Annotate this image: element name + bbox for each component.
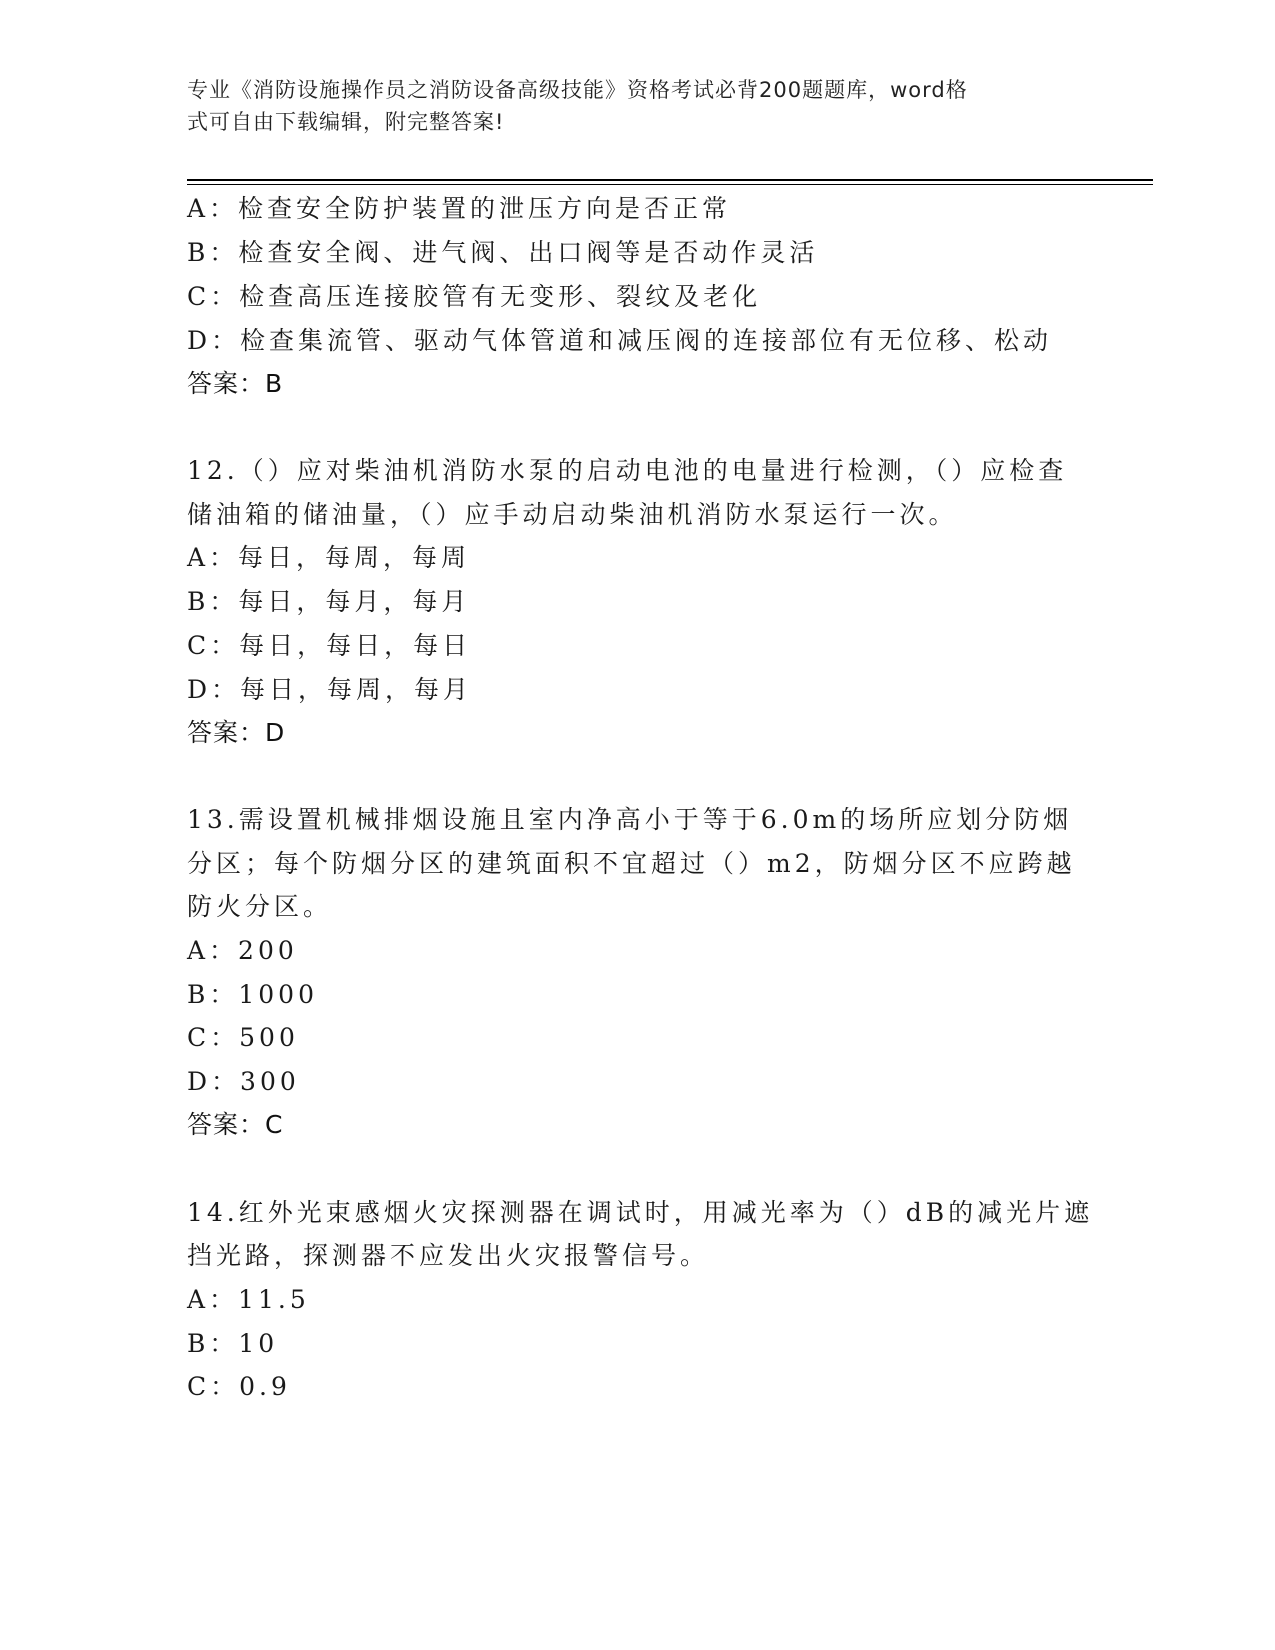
q12-option-a: A：每日，每周，每周	[187, 543, 471, 572]
q14-stem-line-1: 14.红外光束感烟火灾探测器在调试时，用减光率为（）dB的减光片遮	[187, 1198, 1094, 1227]
q13-stem-line-2: 分区；每个防烟分区的建筑面积不宜超过（）m2，防烟分区不应跨越	[187, 849, 1076, 878]
q12-answer: 答案：D	[187, 718, 286, 747]
q13-answer: 答案：C	[187, 1110, 284, 1139]
header-line-2: 式可自由下载编辑，附完整答案!	[187, 110, 505, 134]
q12-option-b: B：每日，每月，每月	[187, 587, 471, 616]
q14-option-b: B：10	[187, 1329, 279, 1358]
header-rule-thin	[187, 184, 1153, 185]
document-header	[187, 74, 1067, 138]
q14-stem-line-2: 挡光路，探测器不应发出火灾报警信号。	[187, 1241, 710, 1270]
q13-option-b: B：1000	[187, 980, 318, 1009]
q12-stem-line-1: 12.（）应对柴油机消防水泵的启动电池的电量进行检测，（）应检查	[187, 456, 1068, 485]
q14-option-a: A：11.5	[187, 1285, 310, 1314]
q13-option-c: C：500	[187, 1023, 299, 1052]
q11-option-d: D：检查集流管、驱动气体管道和减压阀的连接部位有无位移、松动	[187, 326, 1053, 355]
q13-option-a: A：200	[187, 936, 298, 965]
q11-option-a: A：检查安全防护装置的泄压方向是否正常	[187, 194, 732, 223]
q12-option-c: C：每日，每日，每日	[187, 631, 472, 660]
header-line-1: 专业《消防设施操作员之消防设备高级技能》资格考试必背200题题库，word格	[187, 78, 968, 102]
q13-option-d: D：300	[187, 1067, 300, 1096]
header-rule-thick	[187, 179, 1153, 181]
q12-stem-line-2: 储油箱的储油量，（）应手动启动柴油机消防水泵运行一次。	[187, 500, 958, 529]
q11-answer: 答案：B	[187, 369, 284, 398]
q13-stem-line-1: 13.需设置机械排烟设施且室内净高小于等于6.0m的场所应划分防烟	[187, 805, 1073, 834]
q14-option-c: C：0.9	[187, 1372, 291, 1401]
q13-stem-line-3: 防火分区。	[187, 892, 333, 921]
q11-option-c: C：检查高压连接胶管有无变形、裂纹及老化	[187, 282, 762, 311]
q12-option-d: D：每日，每周，每月	[187, 675, 473, 704]
q11-option-b: B：检查安全阀、进气阀、出口阀等是否动作灵活	[187, 238, 819, 267]
